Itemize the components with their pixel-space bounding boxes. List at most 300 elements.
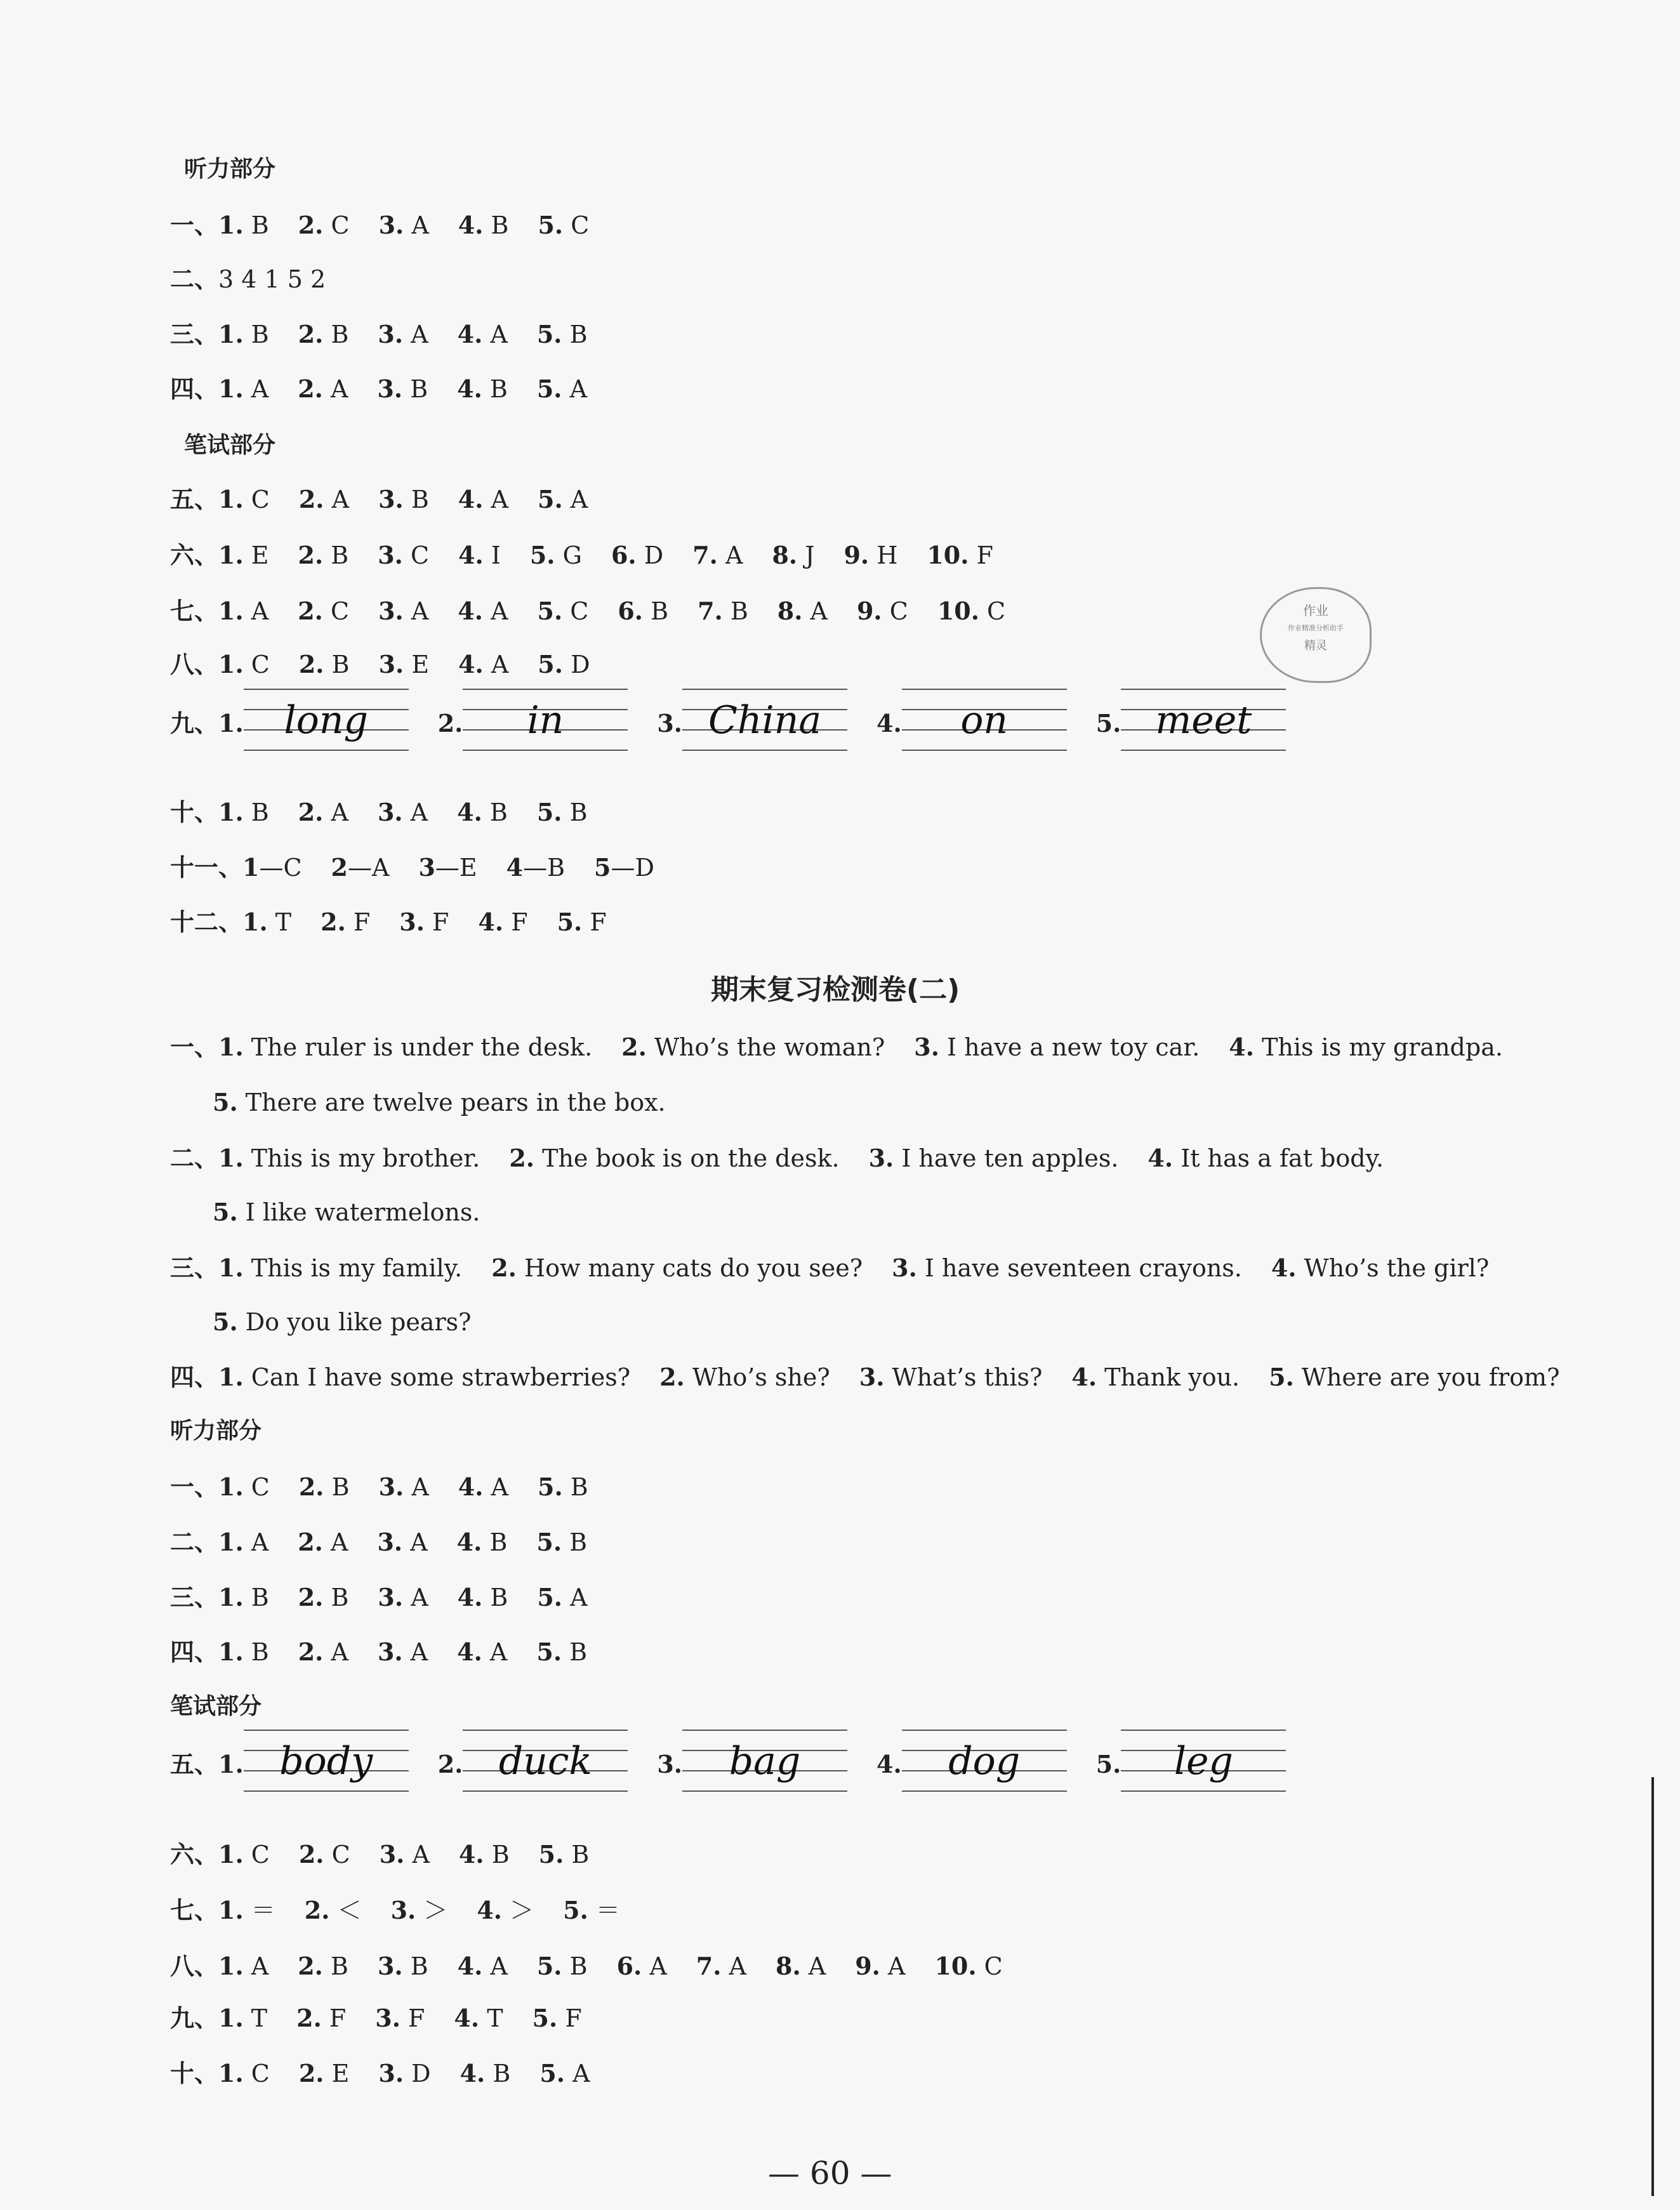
answer-value: A <box>808 1952 826 1980</box>
item-number: 3. <box>859 1363 885 1391</box>
item-number: 2. <box>296 2004 322 2032</box>
item-number: 4. <box>458 485 484 513</box>
item-number: 1. <box>218 1528 244 1556</box>
question-number: 三、 <box>170 1254 219 1282</box>
answer-value: I <box>491 541 501 569</box>
answer-value: A <box>491 486 508 513</box>
item-number: 1. <box>218 1952 244 1980</box>
item-number: 5. <box>537 1583 563 1611</box>
item-number: 4 <box>506 853 524 882</box>
item-number: 4. <box>458 597 483 625</box>
answer-value: A <box>491 597 508 625</box>
item-number: 8. <box>776 1952 801 1980</box>
item-number: 5. <box>213 1307 238 1336</box>
stamp-seal: 作业 作业精准分析助手 精灵 <box>1260 587 1372 683</box>
answer-value: E <box>411 651 430 678</box>
item-number: 1. <box>218 1144 244 1172</box>
item-separator: — <box>348 854 372 882</box>
item-number: 7. <box>698 597 723 625</box>
handwriting-answer <box>463 698 628 746</box>
question-number: 一、 <box>170 211 219 239</box>
section-answers <box>170 589 1005 633</box>
item-separator: — <box>611 854 635 882</box>
answer-value: B <box>251 1584 269 1611</box>
item-number: 1. <box>218 2004 244 2032</box>
answer-value: A <box>410 798 428 826</box>
item-number: 2. <box>621 1033 647 1061</box>
item-number: 6. <box>616 1952 642 1980</box>
section-answers <box>170 477 588 522</box>
item-number: 4. <box>454 2004 480 2032</box>
section-answers <box>170 790 588 835</box>
section-answers <box>170 900 607 944</box>
answer-sentence: There are twelve pears in the box. <box>245 1088 666 1116</box>
item-number: 4. <box>457 1583 483 1611</box>
answer-value: B <box>331 1584 349 1611</box>
answer-value: A <box>725 541 743 569</box>
item-number: 3. <box>375 2004 400 2032</box>
answer-value: B <box>569 798 588 826</box>
item-number: 1. <box>218 1750 244 1778</box>
answer-value: A <box>411 1473 429 1501</box>
handwriting-answer <box>682 698 847 746</box>
item-number: 5. <box>538 211 564 239</box>
handwriting-answer <box>682 1739 847 1787</box>
item-number: 1. <box>242 908 268 936</box>
question-number: 七、 <box>170 597 219 625</box>
answer-value: A <box>491 1473 508 1501</box>
answer-value: A <box>372 854 390 882</box>
item-number: 5. <box>539 2059 565 2088</box>
item-number: 2. <box>298 2059 324 2088</box>
question-number: 十、 <box>170 2059 219 2088</box>
answer-value: C <box>411 541 430 569</box>
answer-value: C <box>251 1841 270 1869</box>
item-number: 3. <box>657 709 683 738</box>
answer-value: B <box>489 375 508 403</box>
item-number: 2. <box>321 908 346 936</box>
item-number: 5. <box>536 320 562 348</box>
item-number: 3. <box>378 320 404 348</box>
handwriting-answer <box>463 1739 628 1787</box>
answer-value: T <box>251 2004 268 2032</box>
section-sentences <box>213 1190 480 1234</box>
item-number: 1. <box>218 485 244 513</box>
handwriting-answer <box>244 698 409 746</box>
answer-value: A <box>491 651 509 678</box>
section-answers <box>170 1944 1003 1988</box>
question-number: 一、 <box>170 1472 219 1501</box>
handwritten-word: meet <box>1155 698 1252 743</box>
item-number: 5. <box>557 908 583 936</box>
answer-value: T <box>275 908 292 936</box>
answer-value: D <box>571 651 590 678</box>
item-number: 2. <box>298 485 324 513</box>
item-number: 4. <box>477 1896 503 1924</box>
answer-value: B <box>411 486 429 513</box>
question-number: 二、 <box>170 1528 219 1556</box>
item-number: 9. <box>855 1952 880 1980</box>
handwriting-answer <box>902 1739 1067 1787</box>
handwritten-word: body <box>279 1739 373 1783</box>
item-number: 3. <box>378 211 404 239</box>
section-heading <box>184 422 275 466</box>
scan-edge-mark <box>1651 1777 1654 2196</box>
answer-value: A <box>490 321 508 348</box>
item-number: 3. <box>892 1254 917 1282</box>
item-number: 4. <box>458 650 484 678</box>
answer-value: A <box>331 798 348 826</box>
item-number: 2. <box>509 1144 534 1172</box>
answer-value: B <box>569 321 588 348</box>
handwritten-word: dog <box>948 1739 1021 1783</box>
item-number: 4. <box>876 1750 902 1778</box>
answer-value: F <box>353 908 371 936</box>
item-number: 4. <box>1148 1144 1174 1172</box>
item-number: 10. <box>934 1952 977 1980</box>
answer-value: ＝ <box>595 1896 620 1924</box>
answer-value: A <box>490 1952 508 1980</box>
answer-value: A <box>331 375 348 403</box>
item-number: 9. <box>843 541 870 569</box>
item-number: 1. <box>218 1363 244 1391</box>
item-number: 7. <box>692 541 718 569</box>
question-number: 四、 <box>170 1363 219 1391</box>
item-number: 1. <box>218 211 244 239</box>
answer-value: F <box>432 908 449 936</box>
item-number: 3. <box>378 2059 404 2088</box>
answer-value: A <box>411 321 428 348</box>
answer-value: A <box>331 1528 348 1556</box>
item-number: 5. <box>538 485 563 513</box>
item-number: 2. <box>298 1952 323 1980</box>
answer-sentence: Where are you from? <box>1301 1363 1560 1391</box>
item-number: 3. <box>378 650 404 678</box>
item-number: 4. <box>1229 1033 1254 1061</box>
page-number: — 60 — <box>768 2155 892 2192</box>
question-number: 二、 <box>170 1144 219 1172</box>
item-number: 4. <box>1271 1254 1297 1282</box>
item-number: 6. <box>611 541 637 569</box>
answer-value: H <box>876 541 898 569</box>
answer-value: A <box>887 1952 906 1980</box>
item-number: 9. <box>856 597 882 625</box>
answer-value: B <box>651 597 669 625</box>
answer-value: B <box>410 1952 428 1980</box>
item-number: 4. <box>457 798 482 826</box>
item-number: 10. <box>927 541 969 569</box>
item-number: 2. <box>298 320 324 348</box>
answer-value: J <box>805 541 815 569</box>
item-number: 3. <box>377 374 403 403</box>
item-number: 3 <box>418 853 435 882</box>
section-answers <box>170 312 588 357</box>
section-plain <box>170 257 326 301</box>
answer-value: C <box>571 211 590 239</box>
answer-value: B <box>571 1841 590 1869</box>
answer-value: B <box>489 798 508 826</box>
answer-sentence: Do you like pears? <box>245 1308 472 1336</box>
answer-value: A <box>412 1841 430 1869</box>
item-number: 5. <box>538 650 563 678</box>
answer-value: F <box>590 908 607 936</box>
item-number: 4. <box>457 1952 483 1980</box>
section-answers <box>170 1996 582 2041</box>
item-number: 5. <box>563 1896 588 1924</box>
answer-value: B <box>251 321 269 348</box>
item-number: 5. <box>538 1840 564 1869</box>
answer-sentence: I have ten apples. <box>901 1144 1119 1172</box>
item-number: 4. <box>458 541 484 569</box>
section-answers <box>170 1465 588 1509</box>
item-separator: — <box>259 854 284 882</box>
answer-sentence: I like watermelons. <box>245 1198 480 1226</box>
question-number: 八、 <box>170 1952 219 1980</box>
item-number: 5. <box>536 798 562 826</box>
answer-value: C <box>283 854 302 882</box>
answer-sentence: The book is on the desk. <box>542 1144 840 1172</box>
item-number: 3. <box>914 1033 939 1061</box>
section-answers <box>170 2051 590 2096</box>
item-number: 4. <box>456 1528 482 1556</box>
item-number: 4. <box>876 709 902 738</box>
answer-text: 3 4 1 5 2 <box>218 265 326 293</box>
item-number: 3. <box>378 485 404 513</box>
section-sentences <box>213 1300 472 1344</box>
question-number: 四、 <box>170 374 219 403</box>
question-number: 一、 <box>170 1033 219 1061</box>
question-number: 十一、 <box>170 853 243 882</box>
item-number: 2. <box>298 650 324 678</box>
item-number: 6. <box>618 597 644 625</box>
handwriting-answer <box>244 1739 409 1787</box>
item-number: 1. <box>218 374 244 403</box>
answer-sentence: Thank you. <box>1104 1363 1240 1391</box>
answer-value: F <box>329 2004 347 2032</box>
answer-value: A <box>411 597 429 625</box>
answer-value: F <box>976 541 993 569</box>
answer-value: B <box>251 1638 269 1666</box>
item-number: 3. <box>399 908 425 936</box>
answer-value: E <box>459 854 477 882</box>
item-number: 2. <box>437 709 463 738</box>
item-number: 5. <box>1269 1363 1294 1391</box>
item-number: 5. <box>536 1528 562 1556</box>
handwritten-word: China <box>708 698 822 743</box>
item-number: 3. <box>868 1144 894 1172</box>
section-heading: 笔试部分 <box>184 432 276 458</box>
answer-value: B <box>547 854 566 882</box>
section-answers <box>170 1520 587 1565</box>
item-number: 3. <box>378 1583 404 1611</box>
answer-value: B <box>331 1952 348 1980</box>
answer-sentence: Can I have some strawberries? <box>251 1363 631 1391</box>
answer-value: ＝ <box>251 1896 275 1924</box>
section-heading <box>170 1683 261 1728</box>
item-number: 1. <box>218 650 244 678</box>
question-number: 四、 <box>170 1638 219 1666</box>
answer-sentence: How many cats do you see? <box>524 1254 863 1282</box>
item-number: 2. <box>298 1638 324 1666</box>
answer-value: B <box>251 211 269 239</box>
item-number: 5. <box>538 1472 563 1501</box>
item-number: 4. <box>457 1638 482 1666</box>
item-number: 2. <box>298 1528 323 1556</box>
item-number: 1. <box>218 597 244 625</box>
item-number: 2. <box>298 211 324 239</box>
item-number: 4. <box>1071 1363 1097 1391</box>
item-number: 1. <box>218 709 244 738</box>
item-number: 5. <box>529 541 555 569</box>
answer-value: C <box>331 597 350 625</box>
handwritten-word: leg <box>1174 1739 1233 1783</box>
item-number: 3. <box>377 798 403 826</box>
answer-value: A <box>411 211 429 239</box>
item-number: 1. <box>218 320 244 348</box>
question-number: 三、 <box>170 1583 219 1611</box>
item-number: 3. <box>379 1840 405 1869</box>
answer-value: T <box>487 2004 503 2032</box>
answer-sentence: It has a fat body. <box>1181 1144 1384 1172</box>
answer-value: A <box>729 1952 746 1980</box>
handwriting-answer <box>1121 698 1286 746</box>
answer-value: A <box>251 597 269 625</box>
item-number: 1. <box>218 1472 244 1501</box>
handwritten-word: on <box>960 698 1009 743</box>
item-number: 1. <box>218 1033 244 1061</box>
answer-value: A <box>570 1584 588 1611</box>
answer-value: B <box>251 798 269 826</box>
question-number: 九、 <box>170 709 219 738</box>
item-number: 4. <box>478 908 504 936</box>
answer-value: A <box>411 1584 428 1611</box>
section-sentences <box>170 1246 1489 1290</box>
answer-value: D <box>644 541 664 569</box>
answer-sentence: Who’s the girl? <box>1304 1254 1490 1282</box>
section-answers <box>170 203 589 248</box>
section-answers <box>170 1630 587 1674</box>
answer-value: C <box>987 597 1006 625</box>
answer-value: F <box>565 2004 582 2032</box>
answer-value: C <box>570 597 589 625</box>
item-number: 5. <box>1095 709 1121 738</box>
answer-value: A <box>251 1952 269 1980</box>
answer-value: E <box>251 541 269 569</box>
item-number: 3. <box>378 597 404 625</box>
item-separator: — <box>435 854 460 882</box>
item-number: 5. <box>213 1088 238 1116</box>
question-number: 十二、 <box>170 908 243 936</box>
item-number: 1. <box>218 541 244 569</box>
section-answers <box>170 1832 589 1877</box>
answer-value: A <box>410 1638 428 1666</box>
section-answers <box>170 1888 620 1933</box>
item-number: 2. <box>491 1254 517 1282</box>
section-heading <box>184 146 275 190</box>
answer-sentence: Who’s she? <box>692 1363 830 1391</box>
item-number: 2. <box>437 1750 463 1778</box>
answer-value: C <box>251 651 270 678</box>
question-number: 八、 <box>170 650 219 678</box>
section-title <box>711 968 960 1012</box>
item-number: 1. <box>218 1896 244 1924</box>
item-number: 2. <box>298 597 323 625</box>
section-heading: 听力部分 <box>170 1418 262 1444</box>
item-number: 4. <box>460 2059 486 2088</box>
item-number: 5. <box>536 374 562 403</box>
answer-value: B <box>331 321 349 348</box>
section-answers <box>170 533 993 578</box>
answer-value: C <box>889 597 908 625</box>
item-number: 3. <box>378 541 403 569</box>
answer-value: C <box>331 211 350 239</box>
answer-value: ＜ <box>337 1896 362 1924</box>
answer-value: A <box>810 597 828 625</box>
item-number: 5. <box>536 1952 562 1980</box>
item-number: 2. <box>298 1472 324 1501</box>
handwritten-word: long <box>284 698 368 743</box>
item-number: 3. <box>657 1750 683 1778</box>
item-number: 1. <box>218 1638 244 1666</box>
answer-value: B <box>331 651 350 678</box>
question-number: 五、 <box>170 1750 219 1778</box>
answer-value: A <box>570 486 588 513</box>
answer-value: B <box>410 375 428 403</box>
item-number: 4. <box>457 374 482 403</box>
item-number: 2. <box>298 1840 324 1869</box>
item-number: 1. <box>218 1840 244 1869</box>
answer-value: F <box>408 2004 425 2032</box>
answer-value: B <box>569 1638 588 1666</box>
question-number: 七、 <box>170 1896 219 1924</box>
item-number: 5 <box>594 853 611 882</box>
item-number: 1. <box>218 798 244 826</box>
answer-value: C <box>251 1473 270 1501</box>
item-number: 4. <box>458 1840 484 1869</box>
answer-value: C <box>331 1841 350 1869</box>
answer-value: A <box>649 1952 667 1980</box>
item-number: 2. <box>298 798 324 826</box>
answer-value: B <box>491 211 509 239</box>
item-number: 1 <box>242 853 260 882</box>
handwritten-word: duck <box>498 1739 592 1783</box>
answer-value: G <box>562 541 582 569</box>
item-number: 4. <box>457 320 483 348</box>
answer-sentence: This is my family. <box>251 1254 463 1282</box>
handwriting-answer <box>1121 1739 1286 1787</box>
section-answers <box>170 845 654 890</box>
item-number: 5. <box>213 1198 238 1226</box>
answer-sentence: I have seventeen crayons. <box>924 1254 1242 1282</box>
section-sentences <box>170 1136 1384 1181</box>
section-sentences <box>170 1025 1503 1069</box>
section-sentences <box>213 1080 666 1125</box>
item-separator: — <box>523 854 548 882</box>
section-heading: 笔试部分 <box>170 1693 262 1719</box>
answer-sentence: What’s this? <box>892 1363 1043 1391</box>
answer-sentence: This is my brother. <box>251 1144 480 1172</box>
answer-value: A <box>331 1638 348 1666</box>
answer-value: A <box>251 375 269 403</box>
item-number: 2. <box>298 1583 324 1611</box>
item-number: 2. <box>659 1363 685 1391</box>
question-number: 二、 <box>170 265 219 293</box>
answer-value: D <box>411 2060 431 2088</box>
answer-value: B <box>569 1952 588 1980</box>
section-answers <box>170 1575 588 1620</box>
answer-value: B <box>331 1473 350 1501</box>
answer-sentence: The ruler is under the desk. <box>251 1033 593 1061</box>
